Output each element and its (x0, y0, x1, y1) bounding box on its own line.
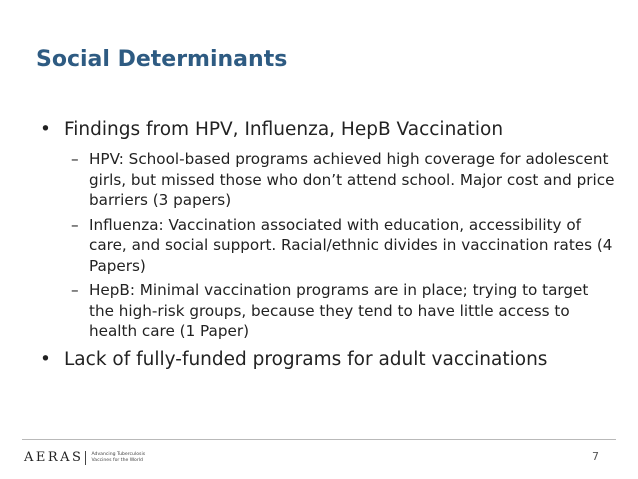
bullet-item (40, 118, 615, 142)
page-number: 7 (592, 450, 599, 463)
sub-bullet-marker: – (71, 281, 79, 299)
footer-divider (22, 439, 616, 440)
bullet-marker: • (40, 348, 51, 370)
sub-bullet-item (40, 149, 615, 211)
sub-bullet-list (40, 149, 615, 342)
slide-content (40, 118, 615, 379)
bullet-text: Findings from HPV, Influenza, HepB Vaccination (64, 119, 504, 140)
bullet-item (40, 348, 615, 372)
sub-bullet-item (40, 215, 615, 277)
sub-bullet-item (40, 280, 615, 342)
logo-tagline-line2: Vaccines for the World (91, 457, 143, 463)
logo-tagline-line1: Advancing Tuberculosis (91, 451, 146, 457)
sub-bullet-text: HPV: School-based programs achieved high coverage for adolescent girls, but missed those who don’t attend school. Major cost and price barriers (3 papers) (89, 150, 615, 209)
slide-title: Social Determinants (36, 47, 288, 72)
sub-bullet-text: HepB: Minimal vaccination programs are in place; trying to target the high-risk groups, because they tend to have little access to health care (1 Paper) (89, 281, 589, 340)
bullet-text: Lack of fully-funded programs for adult vaccinations (64, 348, 548, 370)
bullet-marker: • (40, 119, 51, 140)
logo-separator (85, 451, 86, 465)
sub-bullet-marker: – (71, 150, 79, 168)
logo-tagline (91, 452, 145, 463)
aeras-logo (24, 450, 145, 465)
logo-wordmark: AERAS (24, 450, 84, 465)
sub-bullet-text: Influenza: Vaccination associated with education, accessibility of care, and social support. Racial/ethnic divides in vaccination rates (4 Papers) (89, 215, 613, 275)
sub-bullet-marker: – (71, 215, 79, 234)
